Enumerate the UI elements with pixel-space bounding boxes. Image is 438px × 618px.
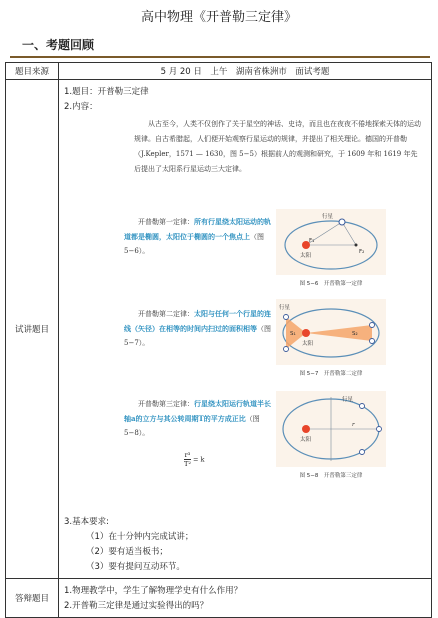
fig-first-law [276,209,386,275]
fig3-caption: 图 5−8 开普勒第三定律 [299,473,363,479]
fig-second-law [276,299,386,365]
qa-question-1: 1.物理教学中，学生了解物理学史有什么作用？ [64,586,243,596]
law2-highlight: 太阳与任何一个行星的连线（矢径）在相等的时间内扫过的面积相等 [124,309,271,333]
page-title: 高中物理《开普勒三定律》 [140,10,297,25]
main-question-label: 试讲题目 [6,80,59,579]
fig2-s1-label: S₁ [290,331,296,337]
fig2-caption: 图 5−7 开普勒第二定律 [299,371,363,377]
law2-text [124,307,274,351]
source-label: 题目来源 [6,63,59,80]
textbook-excerpt [64,115,426,513]
law3-highlight: 行星绕太阳运行轨道半长轴a的立方与其公转周期T的平方成正比 [124,399,271,423]
fig2-planet-label: 行星 [279,305,291,311]
fig-third-law [276,391,386,467]
qa-content [59,579,432,618]
source-value: 5 月 20 日 上午 湖南省株洲市 面试考题 [59,63,432,80]
item-title: 1.题目：开普勒三定律 [64,87,149,97]
law1-text [124,215,274,259]
header-rule [10,56,430,58]
exam-table [5,62,432,618]
law2-lead: 开普勒第二定律： [138,310,194,318]
fig1-f2-label: F₂ [359,249,365,255]
item-content: 2.内容： [64,102,98,112]
fig1-planet-label: 行星 [322,214,334,220]
qa-label: 答辩题目 [6,579,59,618]
section-heading: 一、考题回顾 [22,38,95,52]
formula-numerator: r³ [184,451,191,459]
formula-rhs: = k [193,455,205,464]
fig2-s2-label: S₂ [352,331,358,337]
fig1-f1-label: F₁ [309,238,315,244]
law3-text [124,397,274,441]
law1-highlight: 所有行星绕太阳运动的轨道都是椭圆，太阳位于椭圆的一个焦点上 [124,217,271,241]
law1-tail: （图 5−6）。 [124,232,264,255]
requirement-2: （2）要有适当板书； [86,547,168,557]
formula-denominator: T² [184,460,191,468]
law3-lead: 开普勒第三定律： [138,400,194,408]
fig1-sun-label: 太阳 [300,253,312,259]
law2-tail: （图 5−7）。 [124,324,271,347]
fig1-caption: 图 5−6 开普勒第一定律 [299,281,363,287]
law3-tail: （图 5−8）。 [124,414,260,437]
main-question-content [59,80,432,579]
requirement-3: （3）要有提问互动环节。 [86,562,185,572]
requirement-1: （1）在十分钟内完成试讲； [86,532,194,542]
fig3-planet-label: 行星 [342,397,354,403]
item-requirements: 3.基本要求: [64,517,109,527]
fig3-r-label: r [352,422,355,428]
qa-question-2: 2.开普勒三定律是通过实验得出的吗？ [64,601,209,611]
fig3-sun-label: 太阳 [300,437,312,443]
law1-lead: 开普勒第一定律： [138,218,194,226]
passage: 从古至今，人类不仅创作了关于星空的神话、史诗，而且也在夜夜不倦地探索天体的运动规律。自古希腊起，人们便开始观察行星运动的规律，并提出了相关理论。德国的开普勒（J.Kepler，1571 — 1630，图 5−5）根据前人的观测和研究，于 1609 年和 1619 年先后提出了太阳系行星运动三大定律。 [134,120,421,173]
formula [184,451,204,468]
fig2-sun-label: 太阳 [302,341,314,347]
requirements-list [64,530,426,572]
